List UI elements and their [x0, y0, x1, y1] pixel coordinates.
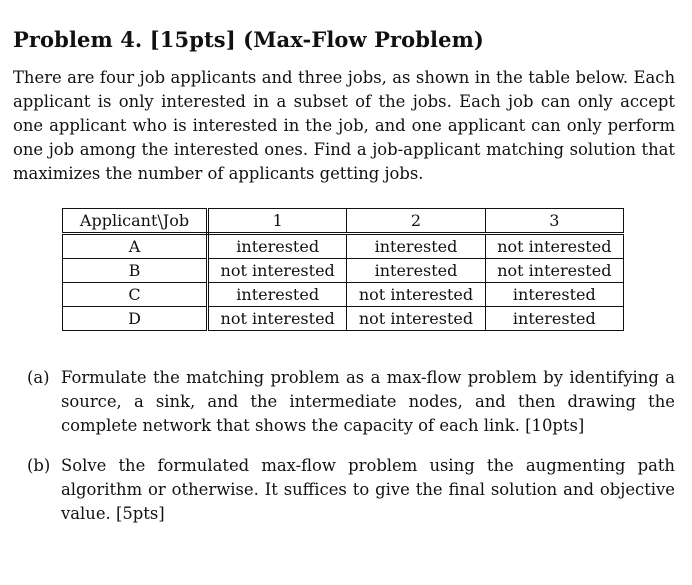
job-header-3: 3 [485, 209, 623, 234]
part-a [27, 366, 675, 438]
table-cell: interested [208, 283, 347, 307]
part-label: (a) [27, 368, 50, 387]
table-row [63, 283, 624, 307]
table-cell: not interested [208, 307, 347, 331]
part-text: Formulate the matching problem as a max-flow problem by identifying a source, a sink, and the intermediate nodes, and then drawing the complete network that shows the capacity of each link. [10pts] [61, 368, 675, 435]
table-cell: interested [208, 234, 347, 259]
table-cell: not interested [485, 259, 623, 283]
table-cell: interested [485, 283, 623, 307]
job-header-2: 2 [347, 209, 485, 234]
problem-title: Problem 4. [15pts] (Max-Flow Problem) [13, 27, 484, 52]
job-header-1: 1 [208, 209, 347, 234]
table-cell: not interested [485, 234, 623, 259]
table-header-row [63, 209, 624, 234]
part-text: Solve the formulated max-flow problem using the augmenting path algorithm or otherwise. It suffices to give the final solution and objective value. [5pts] [61, 456, 675, 523]
applicant-label: D [63, 307, 208, 331]
part-b [27, 454, 675, 526]
applicant-label: C [63, 283, 208, 307]
table-cell: interested [347, 259, 485, 283]
table-row [63, 307, 624, 331]
problem-parts [27, 366, 675, 542]
problem-intro: There are four job applicants and three jobs, as shown in the table below. Each applicant is only interested in a subset of the jobs. Each job can only accept one applicant who is interested in the job, and one applicant can only perform one job among the interested ones. Find a job-applicant matching solution that maximizes the number of applicants getting jobs. [13, 68, 675, 183]
applicant-job-table [62, 208, 624, 331]
table-row [63, 259, 624, 283]
table-cell: not interested [347, 283, 485, 307]
table-cell: interested [347, 234, 485, 259]
part-label: (b) [27, 456, 51, 475]
applicant-label: A [63, 234, 208, 259]
table-row [63, 234, 624, 259]
table-corner-header: Applicant\Job [63, 209, 208, 234]
table-cell: interested [485, 307, 623, 331]
table-cell: not interested [347, 307, 485, 331]
applicant-label: B [63, 259, 208, 283]
table-cell: not interested [208, 259, 347, 283]
